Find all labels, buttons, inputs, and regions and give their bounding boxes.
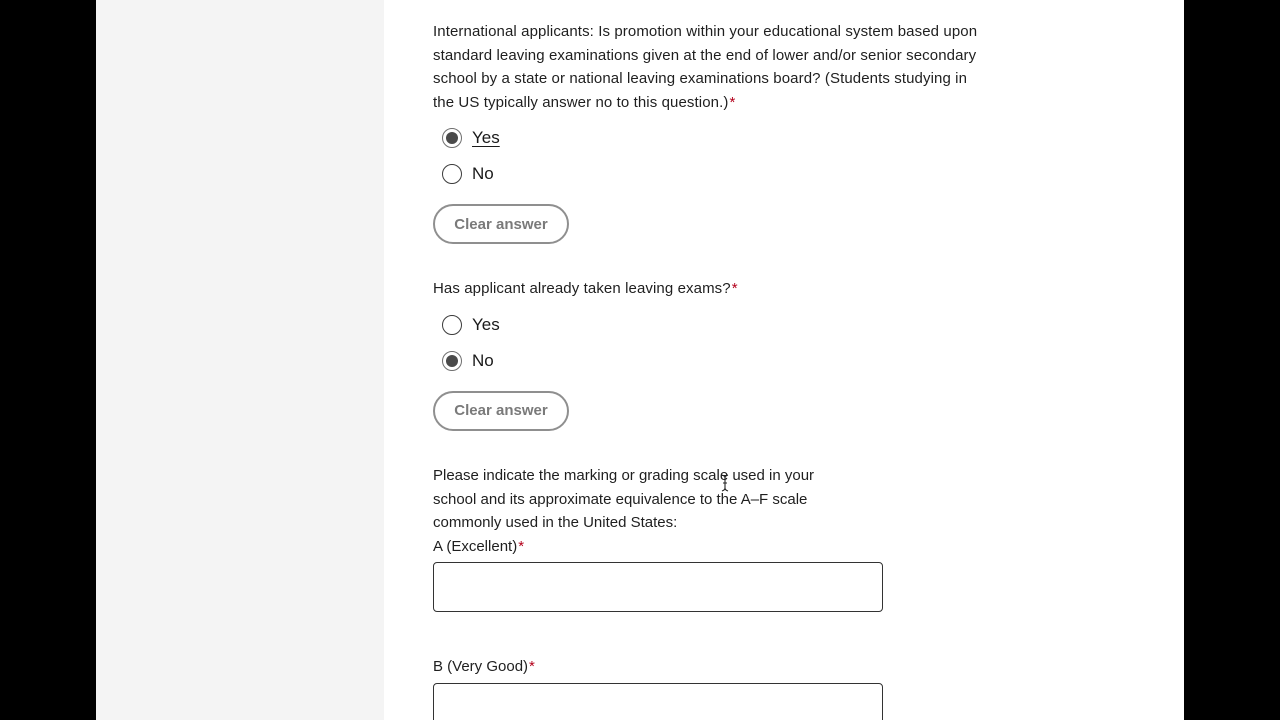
- clear-answer-button[interactable]: Clear answer: [433, 204, 569, 244]
- radio-label[interactable]: No: [472, 164, 494, 183]
- grade-b-field: [433, 655, 883, 720]
- grade-b-input[interactable]: [433, 683, 883, 720]
- radio-label[interactable]: No: [472, 350, 494, 370]
- field-b-label-text: B (Very Good): [433, 658, 529, 675]
- field-b-label: [433, 655, 883, 679]
- required-asterisk: *: [731, 280, 738, 297]
- required-asterisk: *: [518, 537, 525, 555]
- radio-button[interactable]: [442, 128, 462, 148]
- radio-button[interactable]: [442, 351, 462, 371]
- grading-scale-section: [433, 464, 883, 612]
- required-asterisk: *: [529, 658, 535, 675]
- required-asterisk: *: [729, 93, 736, 111]
- form-page: [96, 0, 1184, 720]
- question-text: [433, 20, 981, 114]
- radio-option-yes[interactable]: [442, 120, 981, 156]
- radio-selected-dot: [446, 132, 458, 144]
- field-a-label: [433, 535, 883, 559]
- radio-selected-dot: [446, 355, 458, 367]
- field-a-label-text: A (Excellent): [433, 537, 518, 555]
- radio-label[interactable]: Yes: [472, 128, 500, 147]
- text-cursor-icon: [720, 474, 730, 492]
- radio-button[interactable]: [442, 315, 462, 335]
- radio-label[interactable]: Yes: [472, 314, 500, 334]
- clear-answer-button[interactable]: Clear answer: [433, 391, 569, 431]
- question-label: Has applicant already taken leaving exams?: [433, 280, 731, 297]
- question-text: [433, 277, 738, 301]
- grade-a-input[interactable]: [433, 562, 883, 612]
- question-taken-leaving-exams: [433, 277, 738, 431]
- left-sidebar-panel: [96, 0, 384, 720]
- radio-button[interactable]: [442, 164, 462, 184]
- question-leaving-exams-system: [433, 20, 981, 244]
- radio-option-no[interactable]: [442, 343, 738, 379]
- radio-group: [433, 307, 738, 379]
- question-label: International applicants: Is promotion within your educational system based upon standard leaving examinations given at the end of lower and/or senior secondary school by a state or national leaving examinations board? (Students studying in the US typically answer no to this question.): [433, 23, 978, 111]
- radio-group: [433, 120, 981, 192]
- radio-option-no[interactable]: [442, 156, 981, 192]
- radio-option-yes[interactable]: [442, 307, 738, 343]
- grading-scale-intro: Please indicate the marking or grading scale used in your school and its approximate equivalence to the A–F scale commonly used in the United States:: [433, 467, 815, 531]
